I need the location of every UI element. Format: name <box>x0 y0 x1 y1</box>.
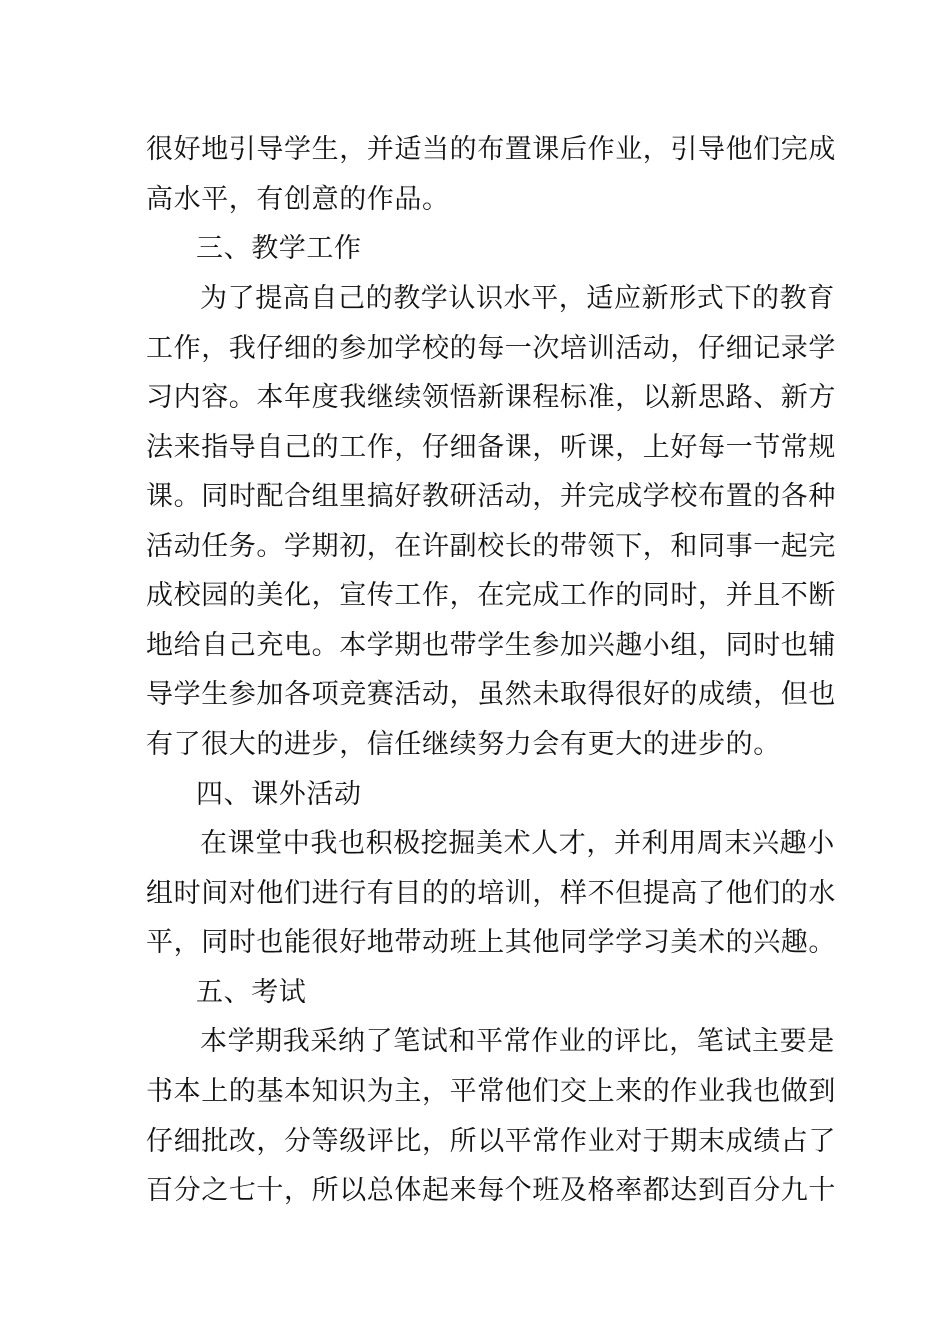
paragraph-first-line: 在课堂中我也积极挖掘美术人才，并利用周末兴趣小 <box>200 828 835 859</box>
section-heading: 三、教学工作 <box>196 233 362 264</box>
body-line: 课。同时配合组里搞好教研活动，并完成学校布置的各种 <box>146 481 836 512</box>
body-line: 导学生参加各项竞赛活动，虽然未取得很好的成绩，但也 <box>146 679 836 710</box>
body-line: 书本上的基本知识为主，平常他们交上来的作业我也做到 <box>146 1076 836 1107</box>
body-line: 地给自己充电。本学期也带学生参加兴趣小组，同时也辅 <box>146 630 836 661</box>
body-line: 有了很大的进步，信任继续努力会有更大的进步的。 <box>146 729 781 760</box>
paragraph-first-line: 本学期我采纳了笔试和平常作业的评比，笔试主要是 <box>200 1026 835 1057</box>
body-line: 法来指导自己的工作，仔细备课，听课，上好每一节常规 <box>146 432 836 463</box>
body-line: 活动任务。学期初，在许副校长的带领下，和同事一起完 <box>146 531 836 562</box>
body-line: 仔细批改，分等级评比，所以平常作业对于期末成绩占了 <box>146 1126 836 1157</box>
paragraph-first-line: 为了提高自己的教学认识水平，适应新形式下的教育 <box>200 283 835 314</box>
section-heading: 四、课外活动 <box>196 779 362 810</box>
body-line: 百分之七十，所以总体起来每个班及格率都达到百分九十 <box>146 1175 836 1206</box>
body-line: 习内容。本年度我继续领悟新课程标准，以新思路、新方 <box>146 382 836 413</box>
body-line: 平，同时也能很好地带动班上其他同学学习美术的兴趣。 <box>146 927 836 958</box>
body-line: 高水平，有创意的作品。 <box>146 184 450 215</box>
body-line: 组时间对他们进行有目的的培训，样不但提高了他们的水 <box>146 878 836 909</box>
body-line: 成校园的美化，宣传工作，在完成工作的同时，并且不断 <box>146 580 836 611</box>
body-line: 很好地引导学生，并适当的布置课后作业，引导他们完成 <box>146 134 836 165</box>
section-heading: 五、考试 <box>196 977 307 1008</box>
body-line: 工作，我仔细的参加学校的每一次培训活动，仔细记录学 <box>146 333 836 364</box>
